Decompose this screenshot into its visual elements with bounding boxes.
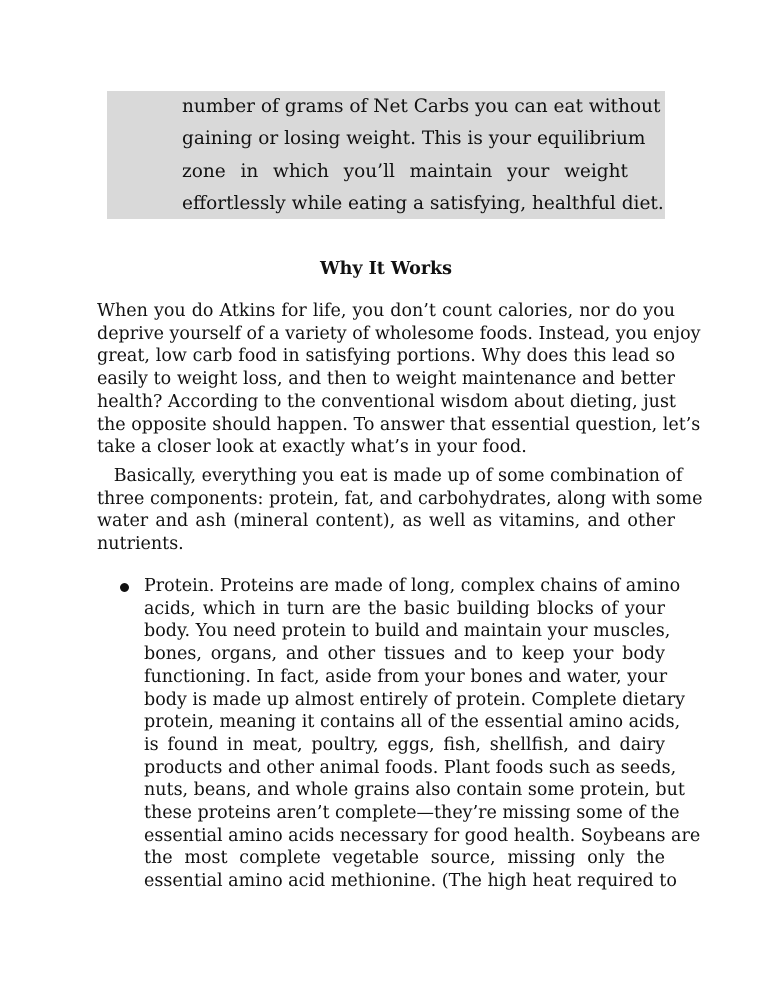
sidebar-line: effortlessly while eating a satisfying, healthful diet.: [182, 192, 664, 214]
paragraph-line: three components: protein, fat, and carbohydrates, along with some: [97, 488, 703, 509]
bullet-line: bones, organs, and other tissues and to keep your body: [144, 644, 665, 665]
paragraph-line: take a closer look at exactly what’s in your food.: [97, 437, 527, 458]
bullet-icon: [120, 583, 129, 592]
paragraph-line: When you do Atkins for life, you don’t count calories, nor do you: [97, 301, 675, 321]
bullet-line: acids, which in turn are the basic building blocks of your: [144, 598, 665, 619]
bullet-line: the most complete vegetable source, missing only the: [144, 848, 665, 869]
bullet-line: body. You need protein to build and maintain your muscles,: [144, 621, 671, 642]
list-item: [120, 575, 701, 893]
body-paragraph: [97, 465, 703, 556]
paragraph-line: Basically, everything you eat is made up of some combination of: [97, 466, 683, 486]
section-heading: Why It Works: [319, 259, 453, 279]
paragraph-line: deprive yourself of a variety of wholesome foods. Instead, you enjoy: [97, 323, 701, 344]
bullet-line: Protein. Proteins are made of long, complex chains of amino: [144, 576, 681, 596]
sidebar-text: [182, 91, 664, 220]
bullet-line: functioning. In fact, aside from your bones and water, your: [144, 666, 668, 687]
paragraph-line: nutrients.: [97, 534, 184, 555]
bullet-line: body is made up almost entirely of protein. Complete dietary: [144, 689, 686, 710]
sidebar-line: zone in which you’ll maintain your weight: [182, 160, 628, 182]
bullet-list: [120, 575, 701, 893]
bullet-line: nuts, beans, and whole grains also contain some protein, but: [144, 780, 685, 801]
sidebar-line: number of grams of Net Carbs you can eat without: [182, 96, 661, 117]
bullet-line: essential amino acid methionine. (The high heat required to: [144, 871, 677, 892]
sidebar-line: gaining or losing weight. This is your equilibrium: [182, 128, 646, 150]
paragraph-line: the opposite should happen. To answer that essential question, let’s: [97, 414, 701, 435]
bullet-line: essential amino acids necessary for good health. Soybeans are: [144, 825, 701, 846]
paragraph-line: easily to weight loss, and then to weight maintenance and better: [97, 369, 675, 390]
paragraph-line: great, low carb food in satisfying portions. Why does this lead so: [97, 346, 675, 367]
bullet-line: these proteins aren’t complete—they’re missing some of the: [144, 803, 680, 824]
paragraph-line: water and ash (mineral content), as well as vitamins, and other: [97, 511, 675, 532]
bullet-line: protein, meaning it contains all of the essential amino acids,: [144, 712, 681, 733]
paragraph-line: health? According to the conventional wisdom about dieting, just: [97, 391, 676, 412]
bullet-text: [144, 575, 701, 893]
body-paragraph: [97, 300, 701, 459]
bullet-line: is found in meat, poultry, eggs, fish, shellfish, and dairy: [144, 734, 665, 755]
bullet-line: products and other animal foods. Plant foods such as seeds,: [144, 757, 677, 778]
